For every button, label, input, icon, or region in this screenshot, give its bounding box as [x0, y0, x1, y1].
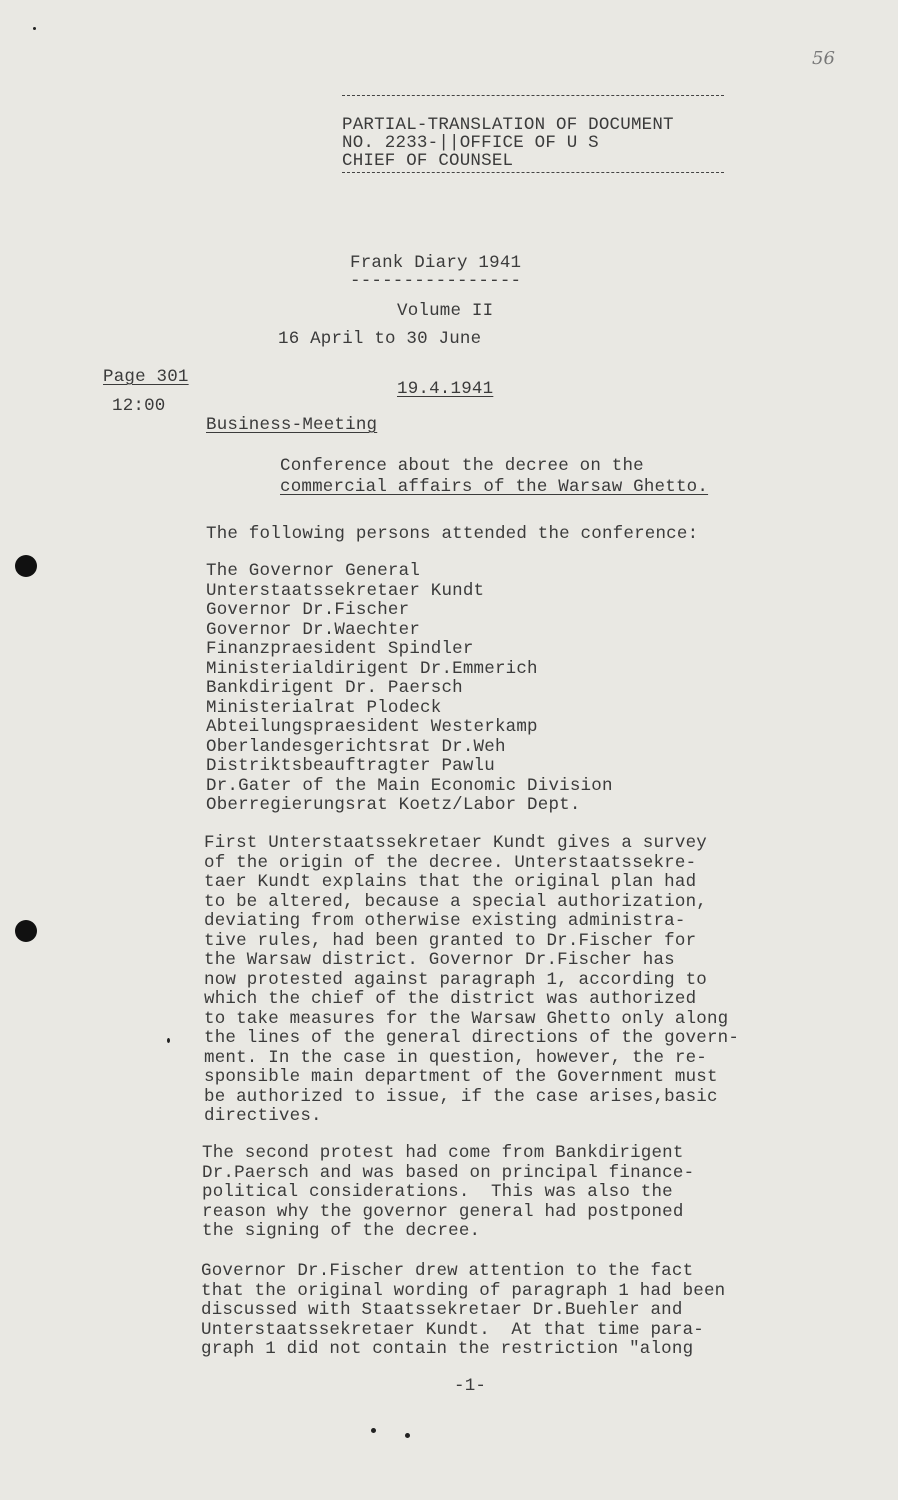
attendees-list — [206, 562, 613, 816]
attendee: Governor Dr.Waechter — [206, 619, 421, 640]
attendee: Ministerialdirigent Dr.Emmerich — [206, 658, 538, 679]
para1-line: to be altered, because a special authorization, — [204, 891, 707, 912]
para2-line: political considerations. This was also the — [202, 1182, 673, 1202]
paragraph-2 — [202, 1144, 694, 1242]
attendee: Oberregierungsrat Koetz/Labor Dept. — [206, 795, 581, 815]
attendee: Finanzpraesident Spindler — [206, 639, 474, 659]
speck — [371, 1428, 376, 1433]
para3-line: that the original wording of paragraph 1 had been — [201, 1280, 726, 1301]
header-line-3: CHIEF OF COUNSEL — [342, 151, 514, 171]
attendee: Abteilungspraesident Westerkamp — [206, 717, 538, 737]
attendee: Ministerialrat Plodeck — [206, 697, 442, 718]
attendee: Unterstaatssekretaer Kundt — [206, 580, 485, 601]
paragraph-3 — [201, 1262, 725, 1360]
attendee: Distriktsbeauftragter Pawlu — [206, 756, 495, 776]
header-line-2: NO. 2233-||OFFICE OF U S — [342, 133, 599, 153]
para1-line: now protested against paragraph 1, according to — [204, 969, 707, 990]
para1-line: taer Kundt explains that the original plan had — [204, 872, 697, 892]
para3-line: Governor Dr.Fischer drew attention to the fact — [201, 1261, 694, 1281]
para1-line: to take measures for the Warsaw Ghetto only along — [204, 1008, 729, 1029]
punch-hole-top — [15, 555, 37, 577]
header-line-1: PARTIAL-TRANSLATION OF DOCUMENT — [342, 115, 674, 135]
paragraph-1 — [204, 834, 739, 1127]
para2-line: reason why the governor general had postponed — [202, 1201, 684, 1222]
handwritten-page-mark: 56 — [812, 48, 835, 69]
attendee: Governor Dr.Fischer — [206, 600, 410, 620]
para1-line: sponsible main department of the Government must — [204, 1067, 718, 1087]
subject-line-1: Conference about the decree on the — [280, 456, 644, 476]
para1-line: ment. In the case in question, however, the re- — [204, 1047, 707, 1068]
para2-line: the signing of the decree. — [202, 1221, 481, 1241]
date-range: 16 April to 30 June — [278, 329, 482, 349]
para3-line: Unterstaatssekretaer Kundt. At that time para- — [201, 1319, 704, 1340]
attendees-intro: The following persons attended the conference: — [206, 524, 699, 544]
speck — [405, 1433, 410, 1438]
para1-line: the lines of the general directions of the govern- — [204, 1028, 740, 1048]
para1-line: tive rules, had been granted to Dr.Fischer for — [204, 930, 697, 951]
margin-page-number: Page 301 — [103, 367, 189, 387]
attendee: Dr.Gater of the Main Economic Division — [206, 775, 613, 796]
subject-line-2: commercial affairs of the Warsaw Ghetto. — [280, 477, 709, 497]
punch-hole-middle — [15, 920, 37, 942]
meeting-date: 19.4.1941 — [397, 379, 494, 399]
para1-line: directives. — [204, 1106, 322, 1126]
volume: Volume II — [397, 301, 494, 321]
para3-line: discussed with Staatssekretaer Dr.Buehler and — [201, 1300, 683, 1320]
header-top-rule — [342, 95, 724, 96]
para1-line: which the chief of the district was authorized — [204, 989, 697, 1009]
para1-line: First Unterstaatssekretaer Kundt gives a survey — [204, 833, 707, 853]
para2-line: Dr.Paersch and was based on principal finance- — [202, 1162, 695, 1183]
attendee: The Governor General — [206, 561, 421, 581]
para1-line: the Warsaw district. Governor Dr.Fischer has — [204, 950, 675, 970]
footer-page-number: -1- — [454, 1376, 487, 1396]
para3-line: graph 1 did not contain the restriction "along — [201, 1339, 694, 1359]
title-rule: ---------------- — [350, 271, 522, 291]
para2-line: The second protest had come from Bankdirigent — [202, 1143, 684, 1163]
document-title: Frank Diary 1941 — [350, 253, 522, 273]
attendee: Oberlandesgerichtsrat Dr.Weh — [206, 736, 506, 757]
speck — [167, 1038, 170, 1043]
header-bottom-rule — [342, 172, 724, 173]
para1-line: deviating from otherwise existing administra- — [204, 911, 686, 931]
para1-line: be authorized to issue, if the case arises,basic — [204, 1086, 718, 1107]
para1-line: of the origin of the decree. Unterstaatssekre- — [204, 852, 697, 873]
margin-time: 12:00 — [112, 396, 166, 416]
section-heading: Business-Meeting — [206, 415, 378, 435]
speck — [33, 27, 36, 30]
attendee: Bankdirigent Dr. Paersch — [206, 678, 463, 698]
